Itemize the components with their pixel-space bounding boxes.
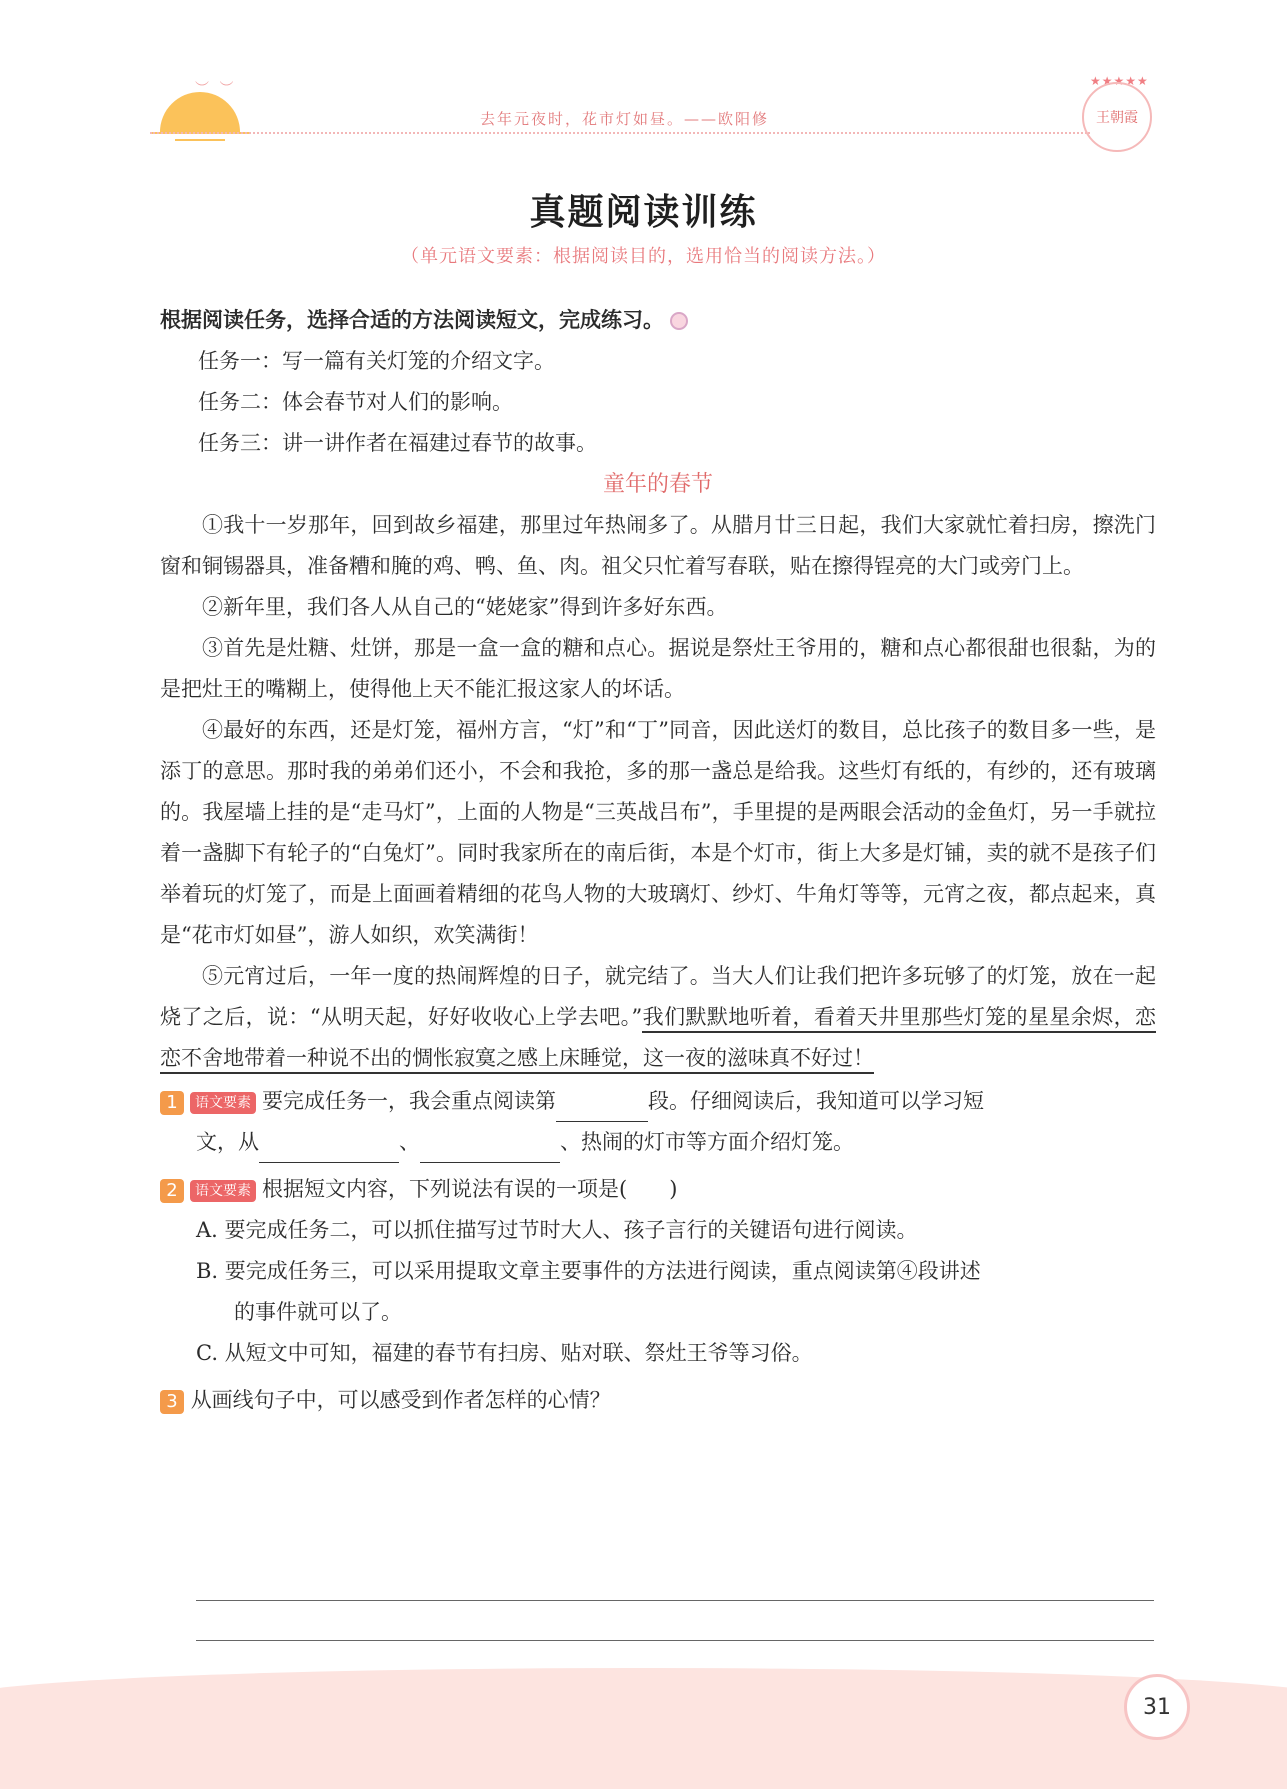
question-1-line-2 — [160, 1122, 1156, 1163]
answer-blank-2[interactable] — [420, 1136, 560, 1163]
task-3: 任务三：讲一讲作者在福建过春节的故事。 — [198, 431, 597, 455]
stars-icon: ★★★★★ — [1090, 74, 1149, 88]
option-b-continued: 的事件就可以了。 — [234, 1300, 402, 1324]
header-quote: 去年元夜时，花市灯如昼。——欧阳修 — [480, 110, 770, 128]
option-b[interactable]: B. 要完成任务三，可以采用提取文章主要事件的方法进行阅读，重点阅读第④段讲述 — [196, 1259, 981, 1283]
sun-horizon-line-2 — [175, 139, 225, 141]
footer-band — [0, 1690, 1287, 1789]
birds-icon: ︶ ︶ — [195, 81, 237, 97]
question-1-text-3: 文，从 — [196, 1130, 259, 1154]
instruction — [160, 300, 1156, 341]
question-1-number: 1 — [160, 1091, 184, 1115]
task-2: 任务二：体会春节对人们的影响。 — [198, 390, 513, 414]
main-content — [160, 300, 1156, 1421]
page-number: 31 — [1143, 1694, 1171, 1720]
seal-text: 王朝霞 — [1096, 110, 1138, 126]
answer-line-2[interactable] — [196, 1640, 1154, 1641]
question-1 — [160, 1081, 1156, 1122]
paragraph-2: ②新年里，我们各人从自己的“姥姥家”得到许多好东西。 — [202, 595, 728, 619]
underlined-sentence: 我们默默地听着，看着天井里那些灯笼的星星余烬，恋恋不舍地带着一种说不出的惆怅寂寞之感上床睡觉，这一夜的滋味真不好过！ — [160, 1005, 1156, 1074]
paragraph-3: ③首先是灶糖、灶饼，那是一盒一盒的糖和点心。据说是祭灶王爷用的，糖和点心都很甜也很黏，为的是把灶王的嘴糊上，使得他上天不能汇报这家人的坏话。 — [160, 636, 1156, 701]
paragraph-5 — [160, 956, 1156, 1079]
lightbulb-icon — [670, 312, 688, 330]
paragraph-5-text: ⑤元宵过后，一年一度的热闹辉煌的日子，就完结了。当大人们让我们把许多玩够了的灯笼，放在一起烧了之后，说：“从明天起，好好收收心上学去吧。” — [160, 964, 1156, 1029]
question-1-text-4: 、热闹的灯市等方面介绍灯笼。 — [560, 1130, 854, 1154]
page-header — [0, 0, 1287, 170]
question-1-text: 要完成任务一，我会重点阅读第 — [262, 1089, 556, 1113]
header-dotted-divider — [150, 132, 1090, 134]
page-subtitle: （单元语文要素：根据阅读目的，选用恰当的阅读方法。） — [401, 246, 886, 267]
question-2 — [160, 1169, 1156, 1210]
answer-blank-1[interactable] — [259, 1136, 399, 1163]
question-1-tag: 语文要素 — [190, 1092, 256, 1114]
story-title: 童年的春节 — [602, 472, 713, 497]
question-2-tag: 语文要素 — [190, 1180, 256, 1202]
question-1-text-2: 段。仔细阅读后，我知道可以学习短 — [648, 1089, 984, 1113]
option-c[interactable]: C. 从短文中可知，福建的春节有扫房、贴对联、祭灶王爷等习俗。 — [196, 1341, 813, 1365]
question-1-separator: 、 — [399, 1130, 420, 1154]
question-3 — [160, 1380, 1156, 1421]
paragraph-4: ④最好的东西，还是灯笼，福州方言，“灯”和“丁”同音，因此送灯的数目，总比孩子的数目多一些，是添丁的意思。那时我的弟弟们还小，不会和我抢，多的那一盏总是给我。这些灯有纸的，有纱的，还有玻璃的。我屋墙上挂的是“走马灯”，上面的人物是“三英战吕布”，手里提的是两眼会活动的金鱼灯，另一手就拉着一盏脚下有轮子的“白兔灯”。同时我家所在的南后街，本是个灯市，街上大多是灯铺，卖的就不是孩子们举着玩的灯笼了，而是上面画着精细的花鸟人物的大玻璃灯、纱灯、牛角灯等等，元宵之夜，都点起来，真是“花市灯如昼”，游人如织，欢笑满街！ — [160, 718, 1156, 947]
paragraph-1: ①我十一岁那年，回到故乡福建，那里过年热闹多了。从腊月廿三日起，我们大家就忙着扫房，擦洗门窗和铜锡器具，准备糟和腌的鸡、鸭、鱼、肉。祖父只忙着写春联，贴在擦得锃亮的大门或旁门上。 — [160, 513, 1156, 578]
task-1: 任务一：写一篇有关灯笼的介绍文字。 — [198, 349, 555, 373]
question-3-text: 从画线句子中，可以感受到作者怎样的心情？ — [190, 1388, 611, 1412]
option-a[interactable]: A. 要完成任务二，可以抓住描写过节时大人、孩子言行的关键语句进行阅读。 — [196, 1218, 918, 1242]
answer-line-1[interactable] — [196, 1600, 1154, 1601]
instruction-text: 根据阅读任务，选择合适的方法阅读短文，完成练习。 — [160, 308, 664, 332]
question-2-number: 2 — [160, 1179, 184, 1203]
seal-logo — [1082, 82, 1152, 152]
sun-icon — [160, 92, 240, 132]
page-title: 真题阅读训练 — [529, 192, 758, 233]
question-3-number: 3 — [160, 1390, 184, 1414]
question-2-text: 根据短文内容，下列说法有误的一项是( ) — [262, 1177, 678, 1201]
answer-blank-paragraph[interactable] — [556, 1095, 648, 1122]
page-number-badge — [1124, 1674, 1190, 1740]
